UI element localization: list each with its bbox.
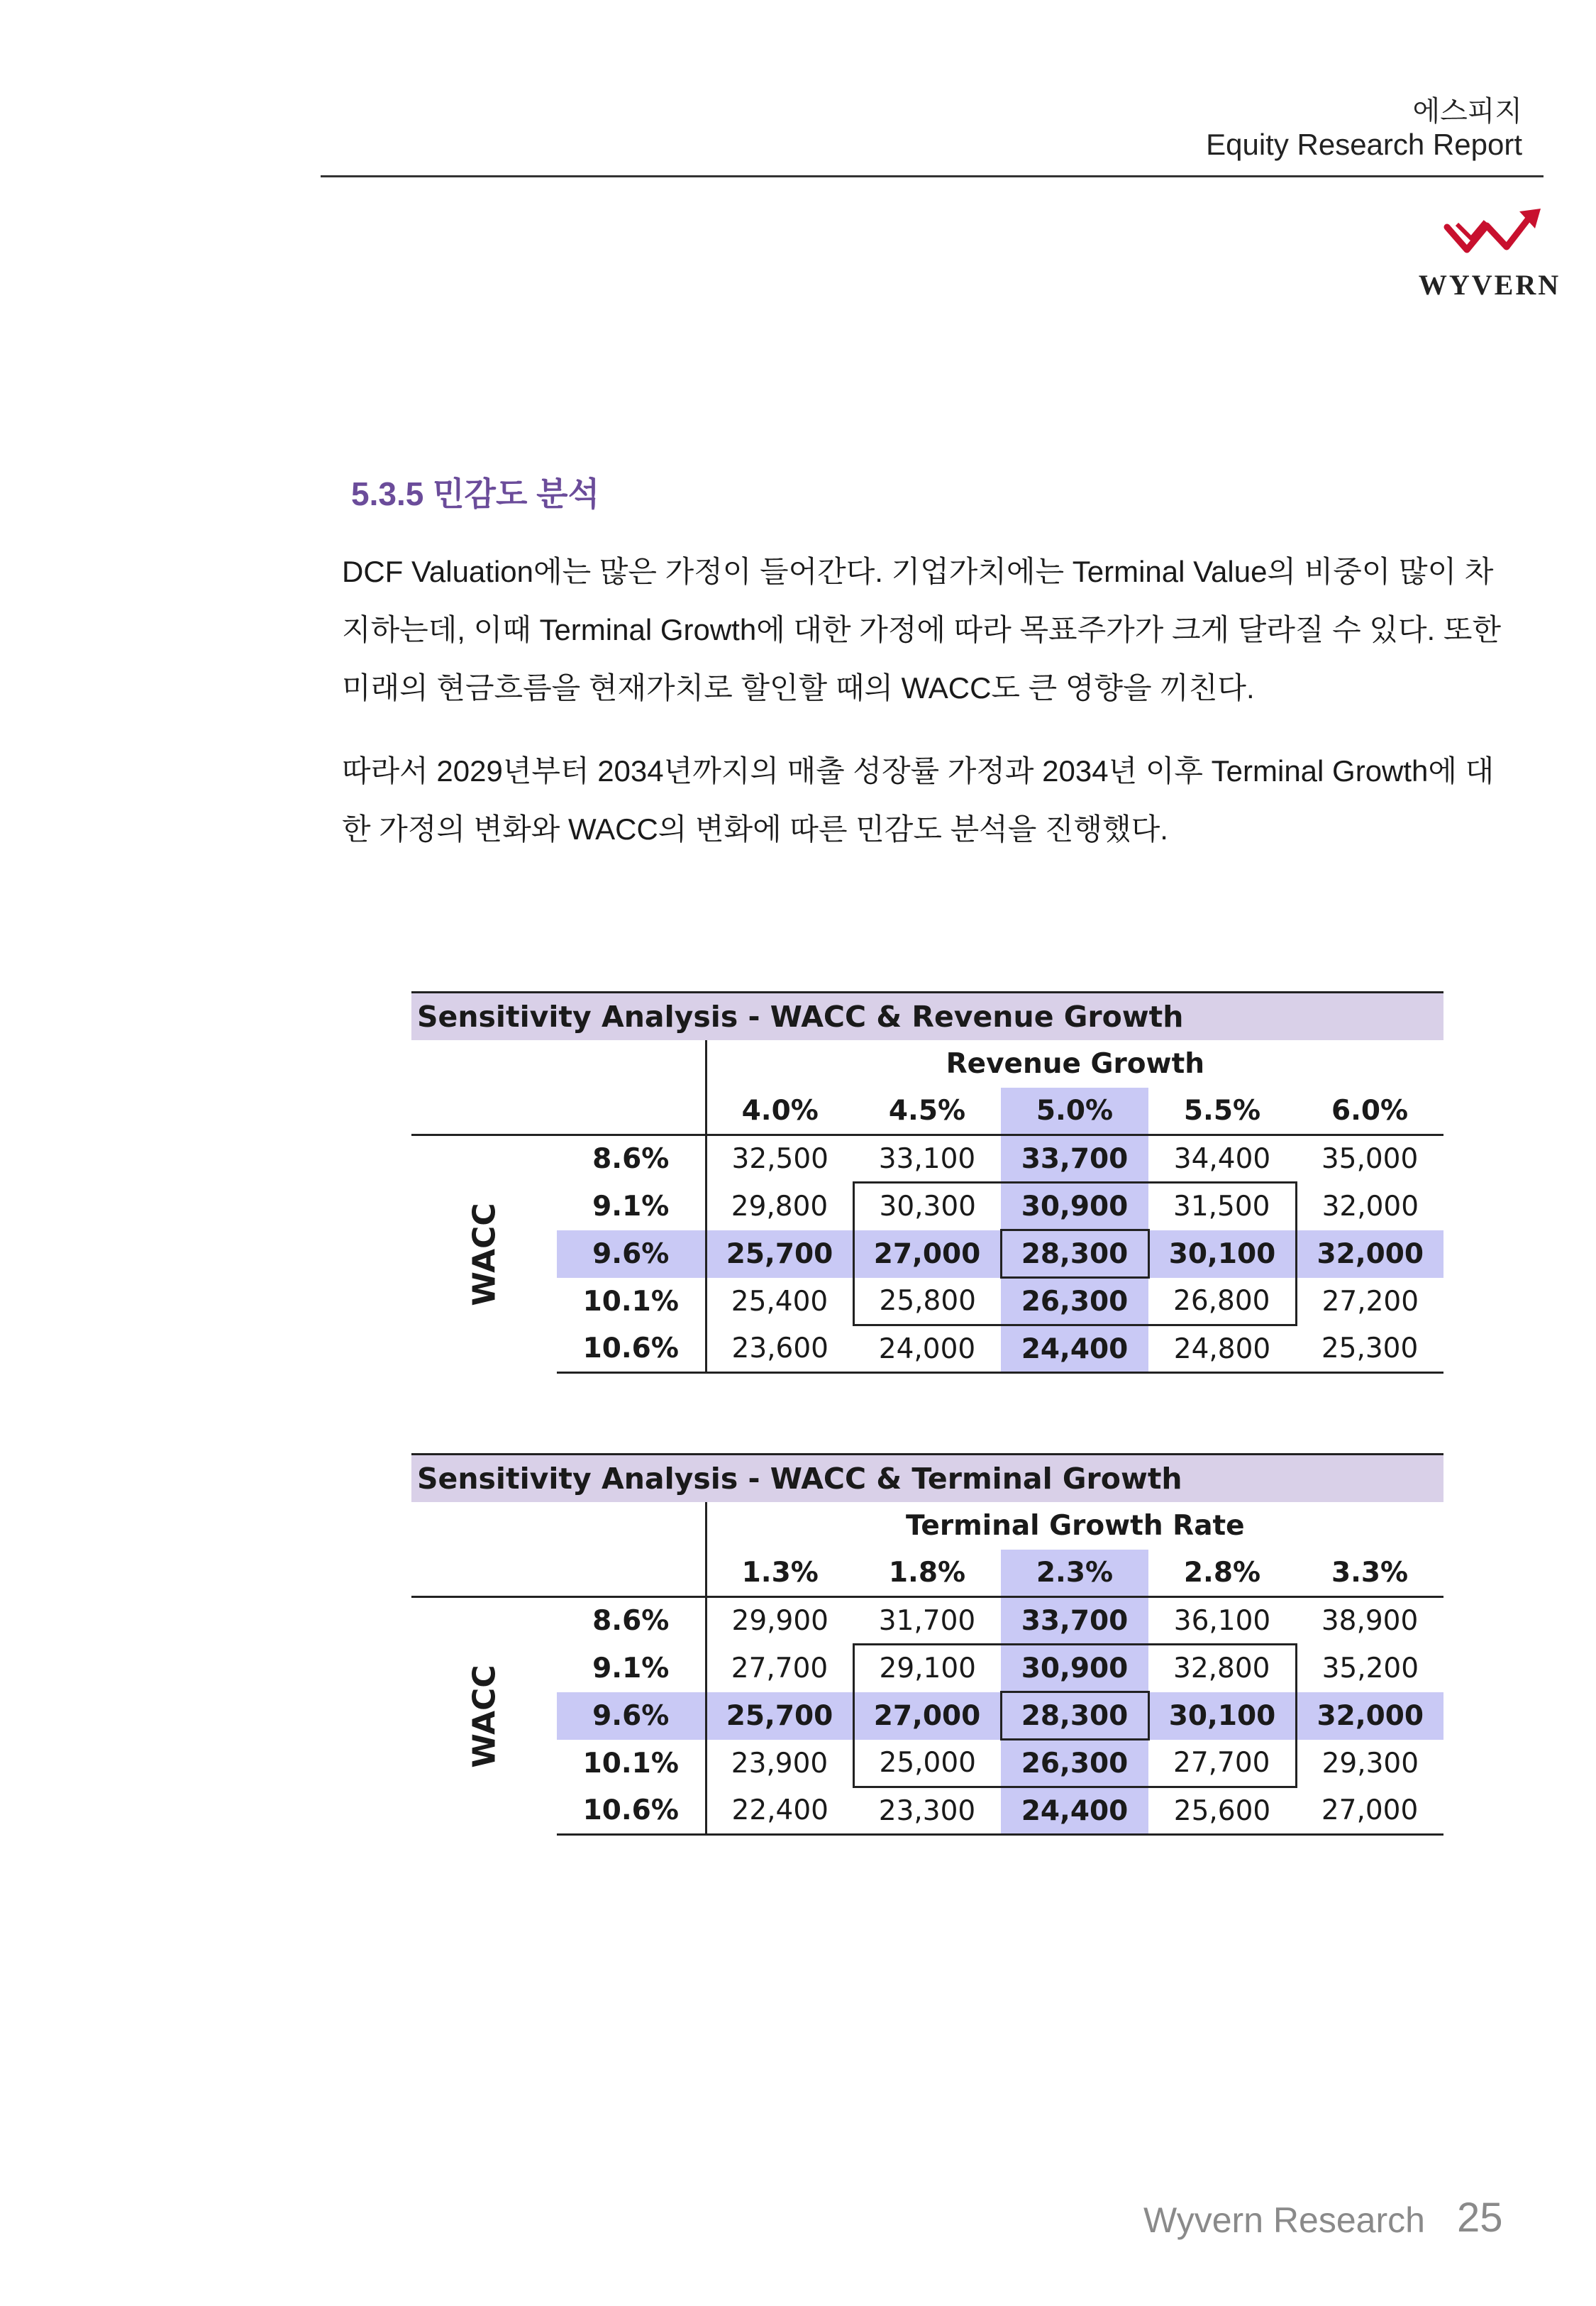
table-cell: 27,000	[853, 1692, 1001, 1740]
table-row-base-case	[411, 1230, 1443, 1278]
table-cell: 23,900	[706, 1740, 853, 1787]
table-row	[411, 1325, 1443, 1373]
table-cell: 26,300	[1001, 1740, 1148, 1787]
table-cell: 25,700	[706, 1230, 853, 1278]
table-cell: 33,700	[1001, 1135, 1148, 1183]
table-cell: 24,400	[1001, 1787, 1148, 1835]
table-cell: 23,600	[706, 1325, 853, 1373]
table-cell: 29,300	[1321, 1747, 1419, 1780]
col-header: 5.5%	[1148, 1088, 1296, 1135]
wacc-label: 10.6%	[557, 1325, 706, 1373]
wacc-label: 8.6%	[592, 1605, 670, 1638]
wacc-label: 9.1%	[592, 1652, 670, 1684]
table-cell: 29,100	[853, 1645, 1001, 1692]
table-title: Sensitivity Analysis - WACC & Terminal Growth	[411, 1455, 1443, 1502]
row-group-label: WACC	[466, 1203, 502, 1306]
wacc-label: 10.1%	[582, 1285, 679, 1318]
table-cell: 31,700	[878, 1604, 976, 1637]
col-group-header: Revenue Growth	[706, 1040, 1443, 1088]
paragraph-sensitivity-intro: 따라서 2029년부터 2034년까지의 매출 성장률 가정과 2034년 이후 Terminal Growth에 대한 가정의 변화와 WACC의 변화에 따른 민감도 분석을 진행했다.	[342, 754, 1495, 846]
table-cell: 29,900	[706, 1597, 853, 1645]
table-title: Sensitivity Analysis - WACC & Revenue Growth	[411, 993, 1443, 1040]
wacc-label: 9.1%	[592, 1190, 670, 1223]
page-number: 25	[1457, 2195, 1503, 2241]
table-cell: 30,900	[1001, 1183, 1148, 1230]
table-cell: 26,800	[1148, 1278, 1296, 1325]
table-cell: 22,400	[706, 1787, 853, 1835]
row-group-label: WACC	[466, 1665, 502, 1768]
wacc-label: 8.6%	[592, 1143, 670, 1176]
table-cell: 23,300	[853, 1787, 1001, 1835]
table-row	[411, 1183, 1443, 1230]
table-cell: 36,100	[1173, 1604, 1271, 1637]
table-cell: 26,300	[1001, 1278, 1148, 1325]
table-cell: 25,300	[1296, 1325, 1443, 1373]
table-cell: 24,400	[1001, 1325, 1148, 1373]
table-cell: 25,400	[706, 1278, 853, 1325]
footer-brand: Wyvern Research	[1143, 2200, 1425, 2240]
table-row	[411, 1740, 1443, 1787]
header-divider	[321, 175, 1544, 177]
table-cell: 38,900	[1321, 1605, 1419, 1638]
header-report-title: Equity Research Report	[1206, 128, 1522, 161]
table-cell: 35,000	[1321, 1143, 1419, 1176]
table-cell: 30,100	[1148, 1230, 1296, 1278]
col-header: 1.3%	[706, 1550, 853, 1597]
table-cell: 30,900	[1001, 1645, 1148, 1692]
sensitivity-table-terminal-growth	[411, 1453, 1443, 1836]
table-cell: 29,800	[706, 1183, 853, 1230]
wacc-label: 10.1%	[582, 1747, 679, 1780]
col-header: 4.5%	[853, 1088, 1001, 1135]
table-cell: 25,600	[1148, 1787, 1296, 1835]
table-cell: 32,000	[1321, 1190, 1419, 1223]
table-row	[411, 1278, 1443, 1325]
table-cell: 32,800	[1148, 1645, 1296, 1692]
wyvern-logo-icon	[1440, 206, 1546, 263]
col-header: 4.0%	[706, 1088, 853, 1135]
table-cell: 32,000	[1296, 1692, 1443, 1740]
wacc-label: 9.6%	[557, 1230, 706, 1278]
table-row	[411, 1135, 1443, 1183]
col-header: 6.0%	[1296, 1088, 1443, 1135]
paragraph-dcf-valuation: DCF Valuation에는 많은 가정이 들어간다. 기업가치에는 Terminal Value의 비중이 많이 차지하는데, 이때 Terminal Growth에 대한 가정에 따라 목표주가가 크게 달라질 수 있다. 또한 미래의 현금흐름을 현재가치로 할인할 때의 WACC도 큰 영향을 끼친다.	[342, 555, 1502, 705]
table-cell: 27,000	[853, 1230, 1001, 1278]
wacc-label: 10.6%	[557, 1787, 706, 1835]
col-header: 1.8%	[853, 1550, 1001, 1597]
table-cell: 30,300	[853, 1183, 1001, 1230]
table-cell: 24,000	[853, 1325, 1001, 1373]
table-cell: 27,200	[1321, 1285, 1419, 1318]
table-cell: 34,400	[1173, 1142, 1271, 1175]
table-cell: 35,200	[1321, 1652, 1419, 1684]
table-cell: 25,700	[706, 1692, 853, 1740]
table-cell: 25,000	[853, 1740, 1001, 1787]
table-cell: 33,100	[878, 1142, 976, 1175]
table-row-base-case	[411, 1692, 1443, 1740]
table-cell: 33,700	[1001, 1597, 1148, 1645]
wacc-label: 9.6%	[557, 1692, 706, 1740]
table-cell: 24,800	[1148, 1325, 1296, 1373]
table-cell: 27,700	[706, 1645, 853, 1692]
table-cell: 31,500	[1148, 1183, 1296, 1230]
sensitivity-table-revenue-growth	[411, 991, 1443, 1374]
table-row	[411, 1597, 1443, 1645]
col-header: 2.3%	[1001, 1550, 1148, 1597]
col-header: 5.0%	[1001, 1088, 1148, 1135]
col-header: 2.8%	[1148, 1550, 1296, 1597]
wyvern-logo	[1412, 206, 1568, 305]
header-company: 에스피지	[1412, 96, 1522, 127]
section-title: 5.3.5 민감도 분석	[351, 475, 600, 512]
base-case-cell: 28,300	[1001, 1692, 1148, 1740]
table-cell: 32,000	[1296, 1230, 1443, 1278]
table-cell: 32,500	[706, 1135, 853, 1183]
base-case-cell: 28,300	[1001, 1230, 1148, 1278]
table-cell: 30,100	[1148, 1692, 1296, 1740]
table-cell: 27,700	[1148, 1740, 1296, 1787]
col-group-header: Terminal Growth Rate	[706, 1502, 1443, 1550]
table-cell: 27,000	[1296, 1787, 1443, 1835]
logo-text: WYVERN	[1418, 269, 1561, 301]
table-row	[411, 1787, 1443, 1835]
col-header: 3.3%	[1296, 1550, 1443, 1597]
table-row	[411, 1645, 1443, 1692]
table-cell: 25,800	[853, 1278, 1001, 1325]
